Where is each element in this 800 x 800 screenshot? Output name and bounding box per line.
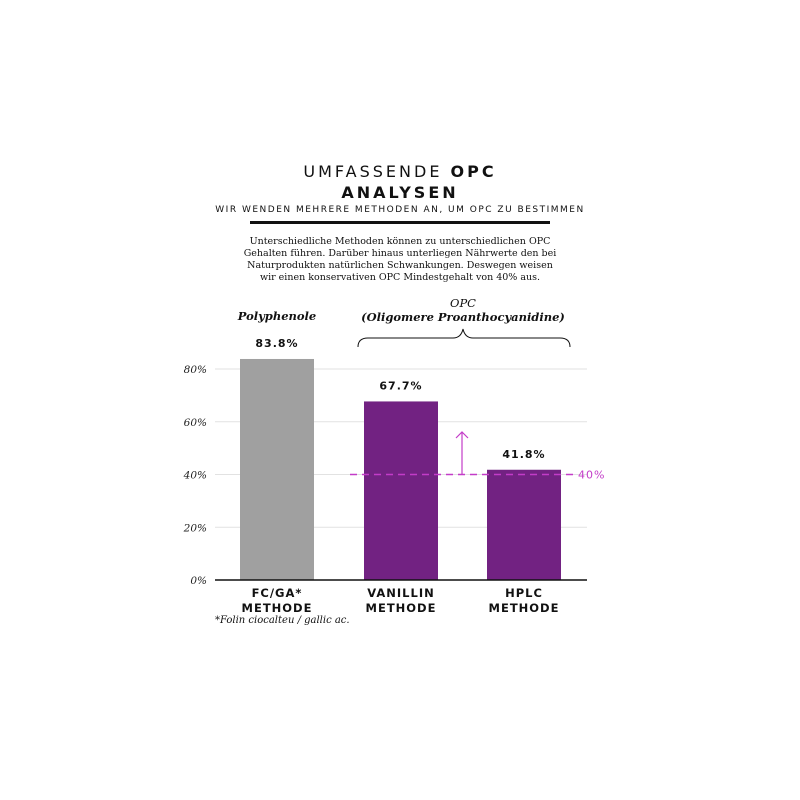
x-tick-label: METHODE bbox=[241, 601, 313, 615]
value-label: 67.7% bbox=[379, 379, 423, 393]
chart-subtitle: WIR WENDEN MEHRERE METHODEN AN, UM OPC ZU BESTIMMEN bbox=[215, 205, 585, 215]
description-text: Unterschiedliche Methoden können zu unterschiedlichen OPC Gehalten führen. Darüber hinaus unterliegen Nährwerte den bei Naturprodukten natürlichen Schwankungen. Deswegen weisen wir einen konservativen OPC Mindestgehalt von 40% aus. bbox=[243, 236, 557, 283]
y-tick-label: 20% bbox=[183, 522, 207, 535]
chart-title-line2: ANALYSEN bbox=[341, 183, 459, 202]
y-tick-label: 0% bbox=[190, 575, 207, 587]
footnote: *Folin ciocalteu / gallic ac. bbox=[215, 615, 350, 626]
title-light: UMFASSENDE bbox=[303, 162, 443, 181]
x-tick-label: METHODE bbox=[365, 601, 437, 615]
group-label-opc: OPC bbox=[450, 296, 476, 310]
bar bbox=[487, 470, 561, 580]
bar bbox=[364, 401, 438, 580]
opc-group-brace bbox=[358, 329, 570, 347]
threshold-label: 40% bbox=[578, 468, 606, 482]
x-tick-label: HPLC bbox=[505, 586, 543, 600]
x-tick-label: FC/GA* bbox=[251, 586, 303, 600]
x-tick-label: METHODE bbox=[488, 601, 560, 615]
y-tick-label: 80% bbox=[183, 364, 207, 376]
x-tick-label: VANILLIN bbox=[367, 586, 435, 600]
y-tick-label: 40% bbox=[183, 469, 207, 482]
group-label-opc-full: (Oligomere Proanthocyanidine) bbox=[361, 310, 565, 324]
value-label: 83.8% bbox=[255, 336, 299, 350]
title-bold: OPC bbox=[450, 162, 497, 181]
group-label-polyphenole: Polyphenole bbox=[237, 309, 317, 323]
bar bbox=[240, 359, 314, 580]
y-tick-label: 60% bbox=[183, 416, 207, 429]
value-label: 41.8% bbox=[502, 447, 546, 461]
